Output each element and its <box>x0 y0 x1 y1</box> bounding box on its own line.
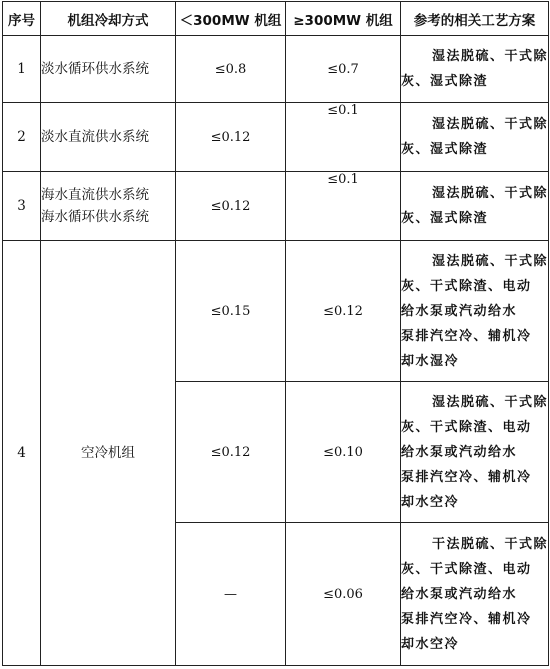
scheme-line: 灰、湿式除渣 <box>401 74 489 89</box>
scheme-line: 却水空冷 <box>401 636 460 652</box>
scheme-line: 泵排汽空冷、辅机冷 <box>401 469 532 485</box>
scheme-line: 湿法脱硫、干式除 <box>431 49 548 64</box>
scheme-line: 泵排汽空冷、辅机冷 <box>401 611 532 627</box>
scheme-line: 却水空冷 <box>401 494 460 510</box>
scheme-line: 灰、湿式除渣 <box>401 211 489 226</box>
value-lt300: ≤0.12 <box>176 103 286 172</box>
scheme-line: 给水泵或汽动给水 <box>401 444 518 460</box>
scheme-line: 湿法脱硫、干式除 <box>431 253 548 269</box>
water-consumption-table <box>2 1 549 666</box>
scheme-line: 泵排汽空冷、辅机冷 <box>401 328 532 344</box>
table-row <box>3 172 549 241</box>
method-line: 海水直流供水系统 <box>41 187 149 203</box>
row-scheme <box>401 172 549 241</box>
row-scheme <box>401 103 549 172</box>
row-scheme <box>401 382 549 523</box>
row-method <box>41 103 176 172</box>
row-no: 3 <box>3 172 41 241</box>
value-ge300: ≤0.1 <box>286 103 401 172</box>
scheme-line: 湿法脱硫、干式除 <box>431 394 548 410</box>
row-method <box>41 241 176 666</box>
scheme-line: 灰、干式除渣、电动 <box>401 278 532 294</box>
row-method <box>41 36 176 103</box>
value-lt300: ≤0.12 <box>176 172 286 241</box>
table-row <box>3 241 549 382</box>
header-row <box>3 2 549 36</box>
scheme-line: 给水泵或汽动给水 <box>401 303 518 319</box>
scheme-line: 湿法脱硫、干式除 <box>431 186 548 201</box>
value-lt300: ≤0.8 <box>176 36 286 103</box>
row-scheme <box>401 241 549 382</box>
scheme-line: 湿法脱硫、干式除 <box>431 117 548 132</box>
header-lt300: ＜300MW 机组 <box>176 2 286 36</box>
value-ge300: ≤0.10 <box>286 382 401 523</box>
header-scheme: 参考的相关工艺方案 <box>401 2 549 36</box>
row-method <box>41 172 176 241</box>
row-no: 2 <box>3 103 41 172</box>
row-no: 1 <box>3 36 41 103</box>
scheme-line: 灰、湿式除渣 <box>401 142 489 157</box>
table-row <box>3 36 549 103</box>
value-ge300: ≤0.12 <box>286 241 401 382</box>
value-ge300: ≤0.7 <box>286 36 401 103</box>
value-lt300: ≤0.15 <box>176 241 286 382</box>
scheme-line: 干法脱硫、干式除 <box>431 536 548 552</box>
method-line: 空冷机组 <box>81 445 135 461</box>
scheme-line: 灰、干式除渣、电动 <box>401 419 532 435</box>
method-line: 淡水直流供水系统 <box>41 129 149 145</box>
value-lt300: — <box>176 523 286 666</box>
row-scheme <box>401 36 549 103</box>
table-row <box>3 103 549 172</box>
row-no: 4 <box>3 241 41 666</box>
value-lt300: ≤0.12 <box>176 382 286 523</box>
method-line: 海水循环供水系统 <box>41 209 149 225</box>
method-line: 淡水循环供水系统 <box>41 61 149 77</box>
header-method: 机组冷却方式 <box>41 2 176 36</box>
row-scheme <box>401 523 549 666</box>
header-no: 序号 <box>3 2 41 36</box>
scheme-line: 却水湿冷 <box>401 353 460 369</box>
value-ge300: ≤0.1 <box>286 172 401 241</box>
scheme-line: 灰、干式除渣、电动 <box>401 561 532 577</box>
value-ge300: ≤0.06 <box>286 523 401 666</box>
header-ge300: ≥300MW 机组 <box>286 2 401 36</box>
scheme-line: 给水泵或汽动给水 <box>401 586 518 602</box>
